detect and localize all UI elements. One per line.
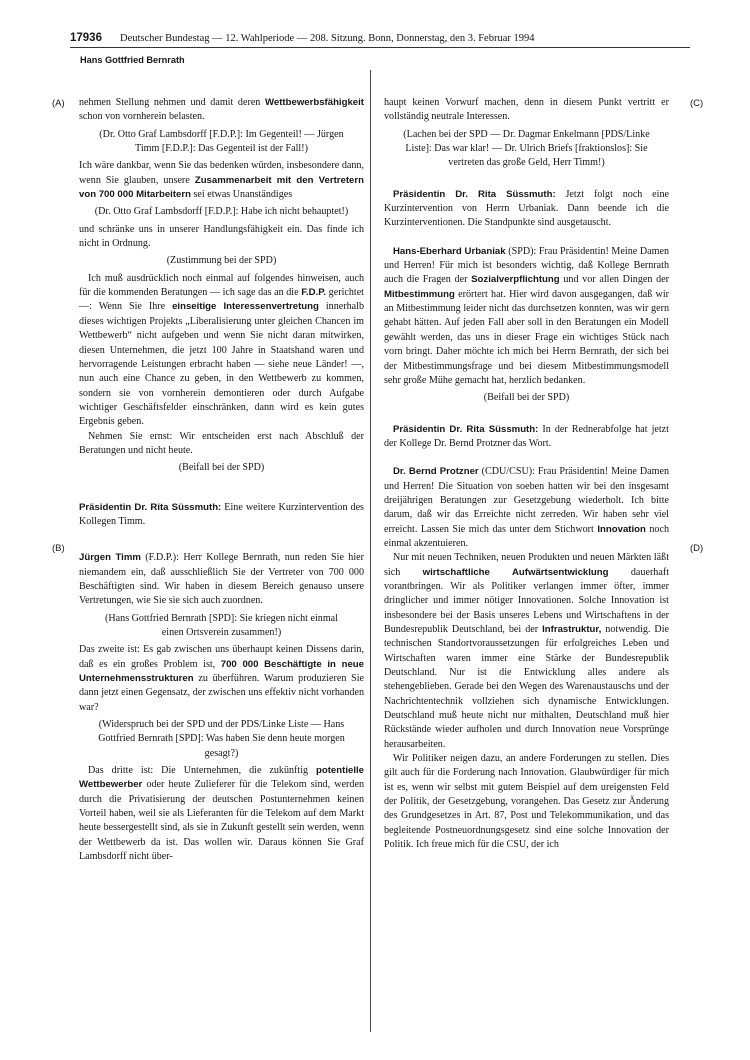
margin-marker-a: (A) bbox=[52, 98, 65, 109]
paragraph bbox=[384, 423, 669, 452]
bold-term: Präsidentin Dr. Rita Süssmuth: bbox=[79, 501, 222, 513]
text-run: (CDU/CSU): Frau Präsidentin! Meine Damen und Herren! Die Situation von soeben hatten wir bei den insgesamt dreijährigen Beratungen zur Gesetzgebung wiederholt. Ich bitte darum, daß wir das Erreichte nicht zerreden. Wir haben sehr viel erreicht. Lassen Sie mich das unter dem Stichwort bbox=[384, 466, 669, 535]
text-run: notwendig. Die technischen Standortvoraussetzungen für erfolgreiches Leben und Wirtschaften waren immer eine Stärke der Bundesrepublik Deutschland. Nur ist die Entwicklung alles andere als stehengeblieben. Gerade bei den Wegen des Warenaustauschs und der Nachrichtentechnik vollziehen sich dynamische Entwicklungen. Deutschland muß heute nicht nur mithalten, Deutschland muß hier Rückstände wieder aufholen und durch Innovation neue Vorsprünge herausarbeiten. bbox=[384, 624, 669, 750]
margin-marker-c: (C) bbox=[690, 98, 704, 109]
spacer bbox=[384, 174, 669, 188]
header-rule bbox=[70, 47, 690, 48]
paragraph bbox=[79, 551, 364, 608]
text-run: oder heute Zulieferer für die Telekom sind, werden durch die Privatisierung der deutschen Postunternehmen keinen Vorteil haben, weil sie als Lieferanten für die Telekom auf dem Markt heute bessergestellt sind, als sie in Zukunft gestellt sein werden, wenn der Wettbewerb da ist. Das wollen wir. Daraus können Sie Graf Lambsdorff nicht über- bbox=[79, 779, 364, 863]
interjection: (Hans Gottfried Bernrath [SPD]: Sie kriegen nicht einmal einen Ortsverein zusammen!) bbox=[105, 612, 338, 638]
paragraph bbox=[79, 272, 364, 430]
text-run: In der Rednerabfolge hat jetzt der Kollege Dr. Bernd Protzner das Wort. bbox=[384, 423, 669, 449]
bold-term: 700 000 Beschäftigte in neue Unternehmensstrukturen bbox=[79, 658, 364, 685]
paragraph bbox=[79, 96, 364, 125]
bold-term: Präsidentin Dr. Rita Süssmuth: bbox=[393, 188, 556, 200]
speaker-running-head: Hans Gottfried Bernrath bbox=[80, 55, 185, 65]
text-run: Wir Politiker neigen dazu, an andere Forderungen zu stellen. Dies gilt auch für die Forderung nach Innovation. Glaubwürdiger für mich ist es, wenn wir selbst mit gutem Beispiel auf dem ureigensten Feld der Politik, der Gesetzgebung, vorangehen. Das Gesetz zur Änderung des Grundgesetzes in Art. 87, Post und Telekommunikation, und das begleitende Postneuordnungsgesetz sind eine solche Innovation der Politik. Ich freue mich für die CSU, der ich bbox=[384, 753, 669, 851]
paragraph bbox=[79, 159, 364, 202]
bold-term: Zusammenarbeit mit den Vertretern von 700 000 Mitarbeitern bbox=[79, 174, 364, 201]
text-run: Eine weitere Kurzintervention des Kollegen Timm. bbox=[79, 501, 364, 527]
interjection: (Zustimmung bei der SPD) bbox=[166, 255, 277, 267]
page-number: 17936 bbox=[70, 32, 102, 44]
column-divider bbox=[370, 70, 371, 1032]
bold-term: Mitbestimmung bbox=[384, 288, 455, 300]
left-text-column bbox=[79, 96, 364, 1031]
paragraph bbox=[384, 752, 669, 852]
paragraph bbox=[79, 643, 364, 715]
text-run: erörtert hat. Hier wird davon ausgegangen, daß wir an Mitbestimmung leider nicht das durchsetzen konnten, was wir gern gehabt hätten. Auf jeden Fall aber soll in den Beratungen ein Modell gewählt werden, das uns in dieser Frage ein wichtiges Stück nach vorn bringt. Daher möchte ich mich bei Herrn Bernrath, der sich bei der Mitbestimmungsfrage und bei diesem Mitbestimmungsmodell sehr große Mühe gemacht hat, herzlich bedanken. bbox=[384, 288, 669, 386]
text-run: noch einmal akzentuieren. bbox=[384, 523, 669, 549]
text-run: und vor allen Dingen der bbox=[559, 274, 669, 286]
spacer bbox=[384, 451, 669, 465]
spacer bbox=[79, 529, 364, 551]
spacer bbox=[79, 479, 364, 501]
paragraph bbox=[384, 465, 669, 551]
text-run: Ich muß ausdrücklich noch einmal auf folgendes hinweisen, auch für die kommenden Beratungen — ich sage das an die bbox=[79, 272, 364, 299]
bold-term: Präsidentin Dr. Rita Süssmuth: bbox=[393, 423, 539, 435]
bold-term: Hans-Eberhard Urbaniak bbox=[393, 245, 506, 257]
text-run: Ich wäre dankbar, wenn Sie das bedenken würden, insbesondere dann, wenn Sie glauben, unsere bbox=[79, 160, 364, 186]
paragraph bbox=[384, 245, 669, 388]
bold-term: Infrastruktur, bbox=[542, 624, 602, 635]
paragraph bbox=[79, 764, 364, 864]
paragraph bbox=[79, 430, 364, 459]
paragraph bbox=[384, 188, 669, 231]
text-run: dauerhaft vorantbringen. Wir als Politiker verlangen immer öfter, immer dringlicher und immer nötiger Innovationen. Solche Innovation ist insbesondere bei der Basis unseres Lebens und Wirtschaftens in der Bundesrepublik Deutschland, bei der bbox=[384, 566, 669, 635]
bold-term: potentielle Wettbewerber bbox=[79, 765, 364, 791]
text-run: Nur mit neuen Techniken, neuen Produkten und neuen Märkten läßt sich bbox=[384, 552, 669, 578]
text-run: haupt keinen Vorwurf machen, denn in diesem Punkt vertritt er vollständig neutrale Interessen. bbox=[384, 97, 669, 123]
paragraph bbox=[384, 96, 669, 125]
bold-term: Wettbewerbsfähigkeit bbox=[265, 97, 364, 108]
bold-term: Jürgen Timm bbox=[79, 552, 141, 564]
bold-term: F.D.P. bbox=[301, 287, 327, 299]
text-run: zu überführen. Warum produzieren Sie dann jetzt einen Gegensatz, der zwischen uns effektiv nicht vorhanden war? bbox=[79, 673, 364, 713]
interjection: (Dr. Otto Graf Lambsdorff [F.D.P.]: Im Gegenteil! — Jürgen Timm [F.D.P.]: Das Gegenteil ist der Fall!) bbox=[99, 128, 344, 155]
paragraph bbox=[79, 501, 364, 530]
margin-marker-d: (D) bbox=[690, 543, 704, 554]
text-run: Jetzt folgt noch eine Kurzintervention von Herrn Urbaniak. Dann beende ich die Kurzinterventionen. Die Standpunkte sind ausgetauscht. bbox=[384, 188, 669, 229]
interjection: (Dr. Otto Graf Lambsdorff [F.D.P.]: Habe ich nicht behauptet!) bbox=[94, 206, 349, 218]
spacer bbox=[384, 409, 669, 423]
text-run: nehmen Stellung nehmen und damit deren bbox=[79, 97, 266, 108]
text-run: innerhalb dieses wichtigen Projekts „Liberalisierung unter gleichen Chancen im Wettbewerb“ nicht aufgeben und wenn Sie nicht daran mitwirken, diesen Unternehmen, die jetzt 100 Jahre in Staatshand waren und hervorragende Leistungen erbracht haben — siehe neue Länder! —, nun auch eine Chance zu geben, in den Wettbewerb zu kommen, sondern sie von vornherein demontieren oder durch Aufgabe wichtiger Geschäftsfelder einschränken, dann wird es kein gutes Ergebnis geben. bbox=[79, 301, 364, 428]
text-run: (SPD): Frau Präsidentin! Meine Damen und Herren! Für mich ist besonders wichtig, daß Kollege Bernrath auch die Fragen der bbox=[384, 245, 669, 286]
right-text-column bbox=[384, 96, 669, 1031]
bold-term: Dr. Bernd Protzner bbox=[393, 466, 479, 478]
text-run: schon von vornherein belasten. bbox=[79, 111, 205, 123]
bold-term: Innovation bbox=[597, 523, 646, 535]
text-run: gerichtet —: Wenn Sie Ihre bbox=[79, 287, 364, 313]
bold-term: wirtschaftliche Aufwärtsentwicklung bbox=[422, 566, 609, 578]
paragraph bbox=[384, 551, 669, 752]
text-run: Das dritte ist: Die Unternehmen, die zukünftig bbox=[88, 765, 317, 777]
interjection: (Beifall bei der SPD) bbox=[483, 392, 570, 404]
header-title: Deutscher Bundestag — 12. Wahlperiode — 208. Sitzung. Bonn, Donnerstag, den 3. Februar 1994 bbox=[119, 33, 535, 44]
text-run: (F.D.P.): Herr Kollege Bernrath, nun reden Sie hier niemandem ein, daß ausschließlich Sie der Vertreter von 700 000 Beschäftigten sind. Wir haben in diesem Bereich genauso unsere Vertretungen, wie Sie sie sich auch zuordnen. bbox=[79, 552, 364, 607]
spacer bbox=[384, 231, 669, 245]
margin-marker-b: (B) bbox=[52, 543, 65, 554]
interjection: (Lachen bei der SPD — Dr. Dagmar Enkelmann [PDS/Linke Liste]: Das war klar! — Dr. Ulrich Briefs [fraktionslos]: Sie vertreten das große Geld, Herr Timm!) bbox=[403, 128, 650, 169]
interjection: (Widerspruch bei der SPD und der PDS/Linke Liste — Hans Gottfried Bernrath [SPD]: Was haben Sie denn heute morgen gesagt?) bbox=[98, 719, 345, 759]
text-run: Das zweite ist: Es gab zwischen uns überhaupt keinen Dissens darin, daß es ein großes Problem ist, bbox=[79, 644, 364, 670]
text-run: Nehmen Sie ernst: Wir entscheiden erst nach Abschluß der Beratungen und nicht heute. bbox=[79, 430, 364, 456]
text-run: sei etwas Unanständiges bbox=[190, 189, 293, 201]
text-run: und schränke uns in unserer Handlungsfähigkeit ein. Das finde ich nicht in Ordnung. bbox=[79, 223, 364, 250]
paragraph bbox=[79, 223, 364, 252]
page-header bbox=[70, 30, 690, 46]
bold-term: Sozialverpflichtung bbox=[471, 274, 560, 286]
bold-term: einseitige Interessenvertretung bbox=[172, 301, 319, 313]
interjection: (Beifall bei der SPD) bbox=[178, 462, 265, 474]
